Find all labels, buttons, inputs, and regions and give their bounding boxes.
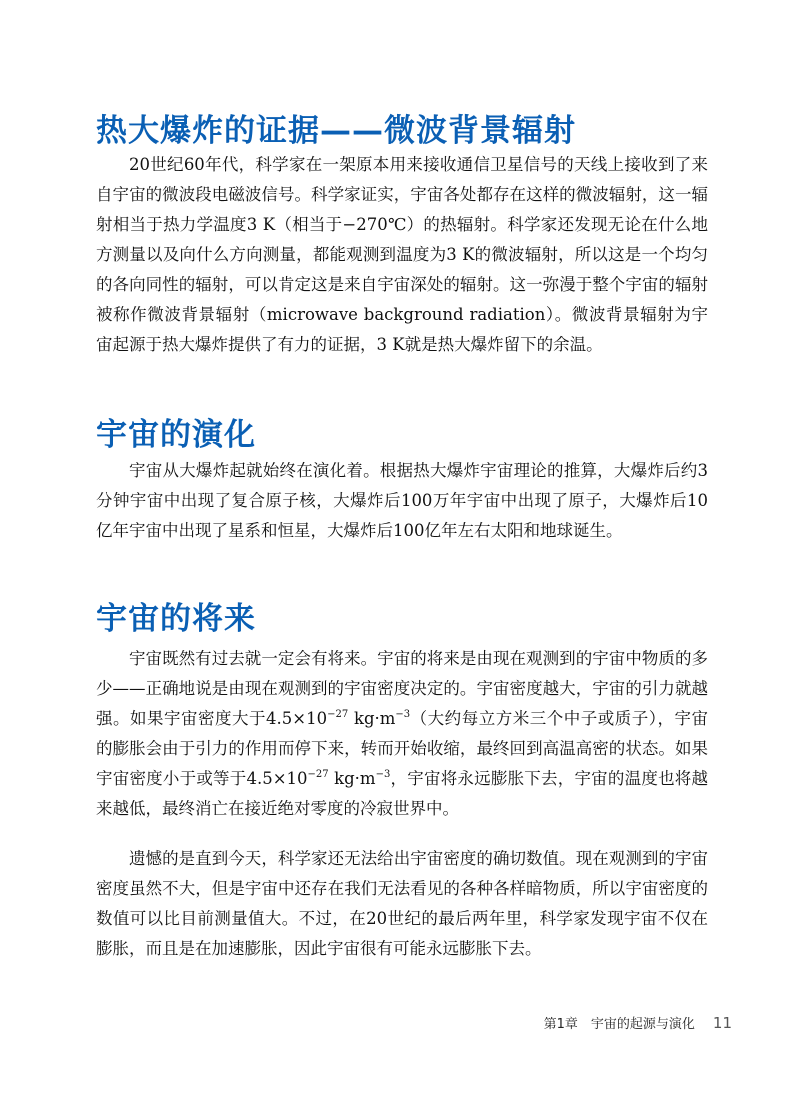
footer-chapter-title: 第1章 宇宙的起源与演化	[543, 1017, 695, 1032]
paragraph-text: ，宇宙将永远膨胀下去，宇宙的温度也将越来越低，最终消亡在接近绝对零度的冷寂世界中。	[96, 769, 709, 818]
paragraph-universe-evolution: 宇宙从大爆炸起就始终在演化着。根据热大爆炸宇宙理论的推算，大爆炸后约3分钟宇宙中出现了复合原子核，大爆炸后100万年宇宙中出现了原子，大爆炸后10亿年宇宙中出现了星系和恒星，大爆炸后100亿年左右太阳和地球诞生。	[96, 461, 708, 540]
superscript: −27	[307, 769, 329, 780]
section-heading-universe-evolution: 宇宙的演化	[96, 417, 256, 453]
paragraph-universe-future-1	[96, 644, 708, 824]
section-heading-microwave-background: 热大爆炸的证据——微波背景辐射	[96, 113, 576, 149]
section-heading-universe-future: 宇宙的将来	[96, 601, 256, 637]
paragraph-microwave-background: 20世纪60年代，科学家在一架原本用来接收通信卫星信号的天线上接收到了来自宇宙的微波段电磁波信号。科学家证实，宇宙各处都存在这样的微波辐射，这一辐射相当于热力学温度3 K（相当于−270℃）的热辐射。科学家还发现无论在什么地方测量以及向什么方向测量，都能观测到温度为3 K的微波辐射，所以这是一个均匀的各向同性的辐射，可以肯定这是来自宇宙深处的辐射。这一弥漫于整个宇宙的辐射被称作微波背景辐射（microwave background radiation）。微波背景辐射为宇宙起源于热大爆炸提供了有力的证据，3 K就是热大爆炸留下的余温。	[96, 155, 708, 354]
page-number: 11	[712, 1014, 732, 1032]
superscript: −3	[395, 709, 411, 720]
page-footer	[544, 1013, 732, 1032]
paragraph-text: （大约每立方米三个中子或质子），宇宙的膨胀会由于引力的作用而停下来，转而开始收缩，最终回到高温高密的状态。如果宇宙密度小于或等于4.5×10	[96, 709, 708, 788]
paragraph-text: 宇宙既然有过去就一定会有将来。宇宙的将来是由现在观测到的宇宙中物质的多少——正确地说是由现在观测到的宇宙密度决定的。宇宙密度越大，宇宙的引力就越强。如果宇宙密度大于4.5×10	[96, 649, 708, 728]
unit-text: kg·m	[328, 769, 376, 788]
superscript: −3	[375, 769, 391, 780]
superscript: −27	[327, 709, 349, 720]
paragraph-universe-future-2: 遗憾的是直到今天，科学家还无法给出宇宙密度的确切数值。现在观测到的宇宙密度虽然不大，但是宇宙中还存在我们无法看见的各种各样暗物质，所以宇宙密度的数值可以比目前测量值大。不过，在20世纪的最后两年里，科学家发现宇宙不仅在膨胀，而且是在加速膨胀，因此宇宙很有可能永远膨胀下去。	[96, 849, 708, 958]
unit-text: kg·m	[348, 709, 396, 728]
